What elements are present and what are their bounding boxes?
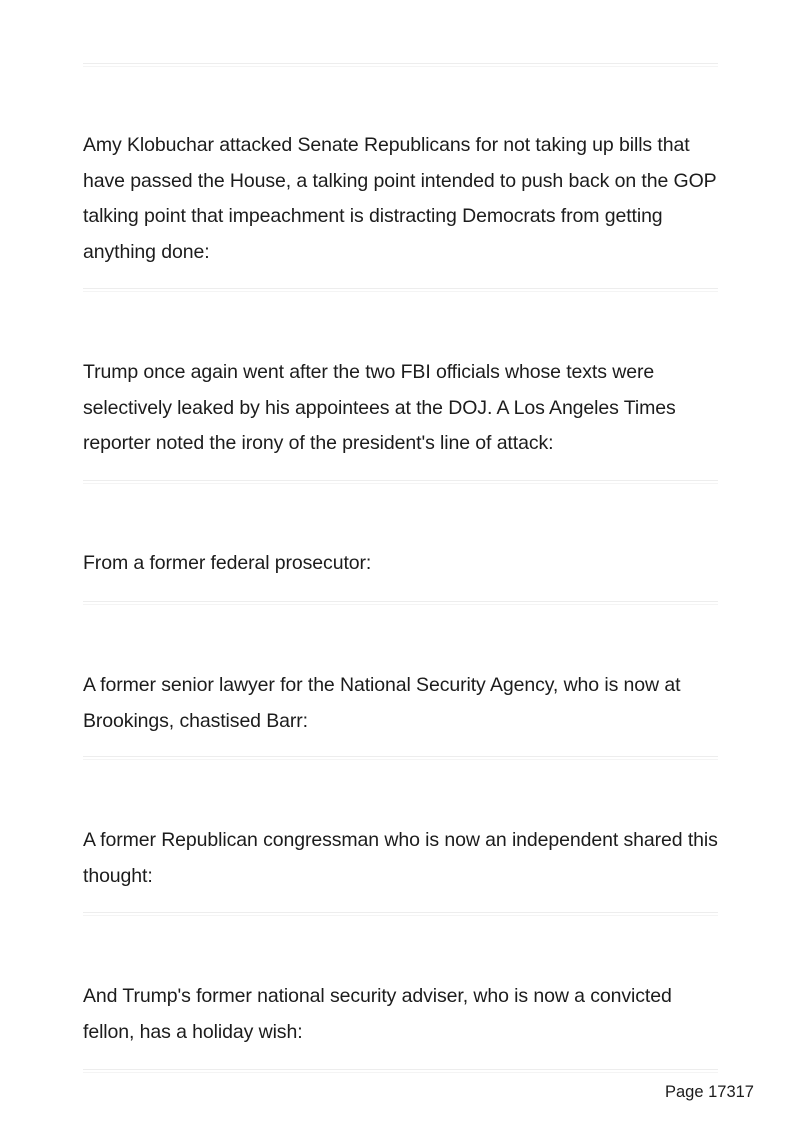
paragraph-federal-prosecutor: From a former federal prosecutor: [83, 552, 372, 574]
divider-line [83, 480, 718, 484]
divider-line [83, 756, 718, 760]
divider-line [83, 63, 718, 67]
divider-line [83, 601, 718, 605]
paragraph-klobuchar: Amy Klobuchar attacked Senate Republicans for not taking up bills that have passed the House, a talking point intended to push back on the GOP talking point that impeachment is distracting Democrats from getting anything done: [83, 134, 717, 263]
paragraph-nsa-lawyer: A former senior lawyer for the National Security Agency, who is now at Brookings, chastised Barr: [83, 674, 681, 732]
paragraph-former-congressman: A former Republican congressman who is now an independent shared this thought: [83, 829, 718, 887]
paragraph-security-adviser: And Trump's former national security adviser, who is now a convicted fellon, has a holiday wish: [83, 985, 672, 1043]
divider-line [83, 912, 718, 916]
page-number: Page 17317 [664, 1083, 754, 1101]
divider-line [83, 1069, 718, 1073]
paragraph-fbi-officials: Trump once again went after the two FBI officials whose texts were selectively leaked by his appointees at the DOJ. A Los Angeles Times reporter noted the irony of the president's line of attack: [83, 361, 676, 454]
divider-line [83, 288, 718, 292]
